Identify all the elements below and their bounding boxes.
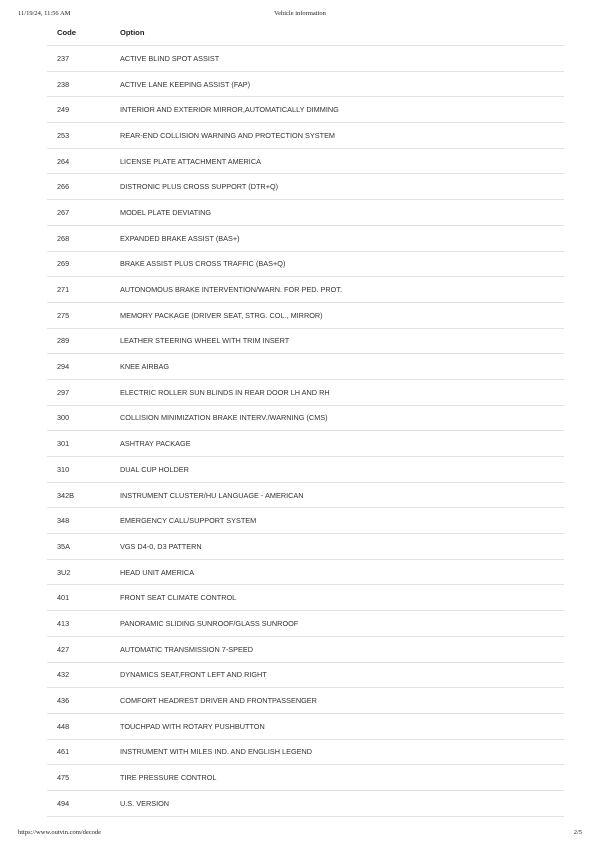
option-description: LICENSE PLATE ATTACHMENT AMERICA bbox=[120, 148, 564, 174]
table-row bbox=[47, 611, 564, 637]
table-row bbox=[47, 662, 564, 688]
option-code: 297 bbox=[47, 379, 120, 405]
option-code: 300 bbox=[47, 405, 120, 431]
table-body bbox=[47, 46, 564, 817]
options-table-container bbox=[47, 20, 564, 817]
option-code: 427 bbox=[47, 636, 120, 662]
option-code: 436 bbox=[47, 688, 120, 714]
option-code: 461 bbox=[47, 739, 120, 765]
option-description: DYNAMICS SEAT,FRONT LEFT AND RIGHT bbox=[120, 662, 564, 688]
table-row bbox=[47, 225, 564, 251]
table-row bbox=[47, 534, 564, 560]
option-code: 275 bbox=[47, 302, 120, 328]
option-description: INSTRUMENT WITH MILES IND. AND ENGLISH LEGEND bbox=[120, 739, 564, 765]
table-row bbox=[47, 739, 564, 765]
option-description: KNEE AIRBAG bbox=[120, 354, 564, 380]
print-header bbox=[18, 10, 582, 20]
table-row bbox=[47, 559, 564, 585]
table-row bbox=[47, 431, 564, 457]
option-description: EMERGENCY CALL/SUPPORT SYSTEM bbox=[120, 508, 564, 534]
option-code: 475 bbox=[47, 765, 120, 791]
option-code: 348 bbox=[47, 508, 120, 534]
table-row bbox=[47, 688, 564, 714]
table-row bbox=[47, 585, 564, 611]
table-row bbox=[47, 379, 564, 405]
column-header-code: Code bbox=[47, 20, 120, 46]
option-code: 432 bbox=[47, 662, 120, 688]
option-code: 301 bbox=[47, 431, 120, 457]
table-row bbox=[47, 97, 564, 123]
option-description: EXPANDED BRAKE ASSIST (BAS+) bbox=[120, 225, 564, 251]
option-code: 268 bbox=[47, 225, 120, 251]
page-url: https://www.outvin.com/decode bbox=[18, 829, 101, 836]
option-code: 264 bbox=[47, 148, 120, 174]
option-code: 448 bbox=[47, 713, 120, 739]
print-timestamp: 11/19/24, 11:56 AM bbox=[18, 10, 71, 17]
option-code: 266 bbox=[47, 174, 120, 200]
table-row bbox=[47, 482, 564, 508]
option-description: VGS D4-0, D3 PATTERN bbox=[120, 534, 564, 560]
option-code: 401 bbox=[47, 585, 120, 611]
option-description: DISTRONIC PLUS CROSS SUPPORT (DTR+Q) bbox=[120, 174, 564, 200]
option-code: 35A bbox=[47, 534, 120, 560]
option-code: 289 bbox=[47, 328, 120, 354]
option-description: ACTIVE LANE KEEPING ASSIST (FAP) bbox=[120, 71, 564, 97]
option-description: INTERIOR AND EXTERIOR MIRROR,AUTOMATICALLY DIMMING bbox=[120, 97, 564, 123]
option-code: 294 bbox=[47, 354, 120, 380]
option-description: AUTONOMOUS BRAKE INTERVENTION/WARN. FOR PED. PROT. bbox=[120, 277, 564, 303]
option-description: PANORAMIC SLIDING SUNROOF/GLASS SUNROOF bbox=[120, 611, 564, 637]
option-description: ASHTRAY PACKAGE bbox=[120, 431, 564, 457]
option-description: U.S. VERSION bbox=[120, 790, 564, 816]
table-row bbox=[47, 765, 564, 791]
table-row bbox=[47, 328, 564, 354]
option-description: TIRE PRESSURE CONTROL bbox=[120, 765, 564, 791]
table-row bbox=[47, 174, 564, 200]
option-code: 253 bbox=[47, 123, 120, 149]
option-description: MODEL PLATE DEVIATING bbox=[120, 200, 564, 226]
option-code: 3U2 bbox=[47, 559, 120, 585]
option-description: MEMORY PACKAGE (DRIVER SEAT, STRG. COL., MIRROR) bbox=[120, 302, 564, 328]
option-code: 494 bbox=[47, 790, 120, 816]
option-description: DUAL CUP HOLDER bbox=[120, 457, 564, 483]
table-row bbox=[47, 71, 564, 97]
page-number: 2/5 bbox=[573, 829, 582, 836]
option-description: ELECTRIC ROLLER SUN BLINDS IN REAR DOOR LH AND RH bbox=[120, 379, 564, 405]
option-description: INSTRUMENT CLUSTER/HU LANGUAGE - AMERICAN bbox=[120, 482, 564, 508]
table-row bbox=[47, 405, 564, 431]
option-description: TOUCHPAD WITH ROTARY PUSHBUTTON bbox=[120, 713, 564, 739]
option-code: 269 bbox=[47, 251, 120, 277]
option-description: BRAKE ASSIST PLUS CROSS TRAFFIC (BAS+Q) bbox=[120, 251, 564, 277]
table-row bbox=[47, 713, 564, 739]
print-footer bbox=[18, 829, 582, 839]
table-row bbox=[47, 508, 564, 534]
option-description: REAR-END COLLISION WARNING AND PROTECTION SYSTEM bbox=[120, 123, 564, 149]
table-row bbox=[47, 251, 564, 277]
option-code: 342B bbox=[47, 482, 120, 508]
table-row bbox=[47, 46, 564, 72]
table-row bbox=[47, 302, 564, 328]
option-code: 413 bbox=[47, 611, 120, 637]
table-row bbox=[47, 148, 564, 174]
option-code: 267 bbox=[47, 200, 120, 226]
option-code: 238 bbox=[47, 71, 120, 97]
option-description: AUTOMATIC TRANSMISSION 7-SPEED bbox=[120, 636, 564, 662]
table-row bbox=[47, 354, 564, 380]
table-row bbox=[47, 457, 564, 483]
table-row bbox=[47, 790, 564, 816]
options-table bbox=[47, 20, 564, 817]
document-title: Vehicle information bbox=[274, 10, 326, 17]
option-description: ACTIVE BLIND SPOT ASSIST bbox=[120, 46, 564, 72]
option-description: HEAD UNIT AMERICA bbox=[120, 559, 564, 585]
option-code: 237 bbox=[47, 46, 120, 72]
option-description: COMFORT HEADREST DRIVER AND FRONTPASSENGER bbox=[120, 688, 564, 714]
option-description: FRONT SEAT CLIMATE CONTROL bbox=[120, 585, 564, 611]
option-description: LEATHER STEERING WHEEL WITH TRIM INSERT bbox=[120, 328, 564, 354]
table-row bbox=[47, 277, 564, 303]
column-header-option: Option bbox=[120, 20, 564, 46]
table-row bbox=[47, 636, 564, 662]
table-header-row bbox=[47, 20, 564, 46]
option-description: COLLISION MINIMIZATION BRAKE INTERV./WARNING (CMS) bbox=[120, 405, 564, 431]
table-row bbox=[47, 200, 564, 226]
option-code: 310 bbox=[47, 457, 120, 483]
table-row bbox=[47, 123, 564, 149]
option-code: 249 bbox=[47, 97, 120, 123]
option-code: 271 bbox=[47, 277, 120, 303]
